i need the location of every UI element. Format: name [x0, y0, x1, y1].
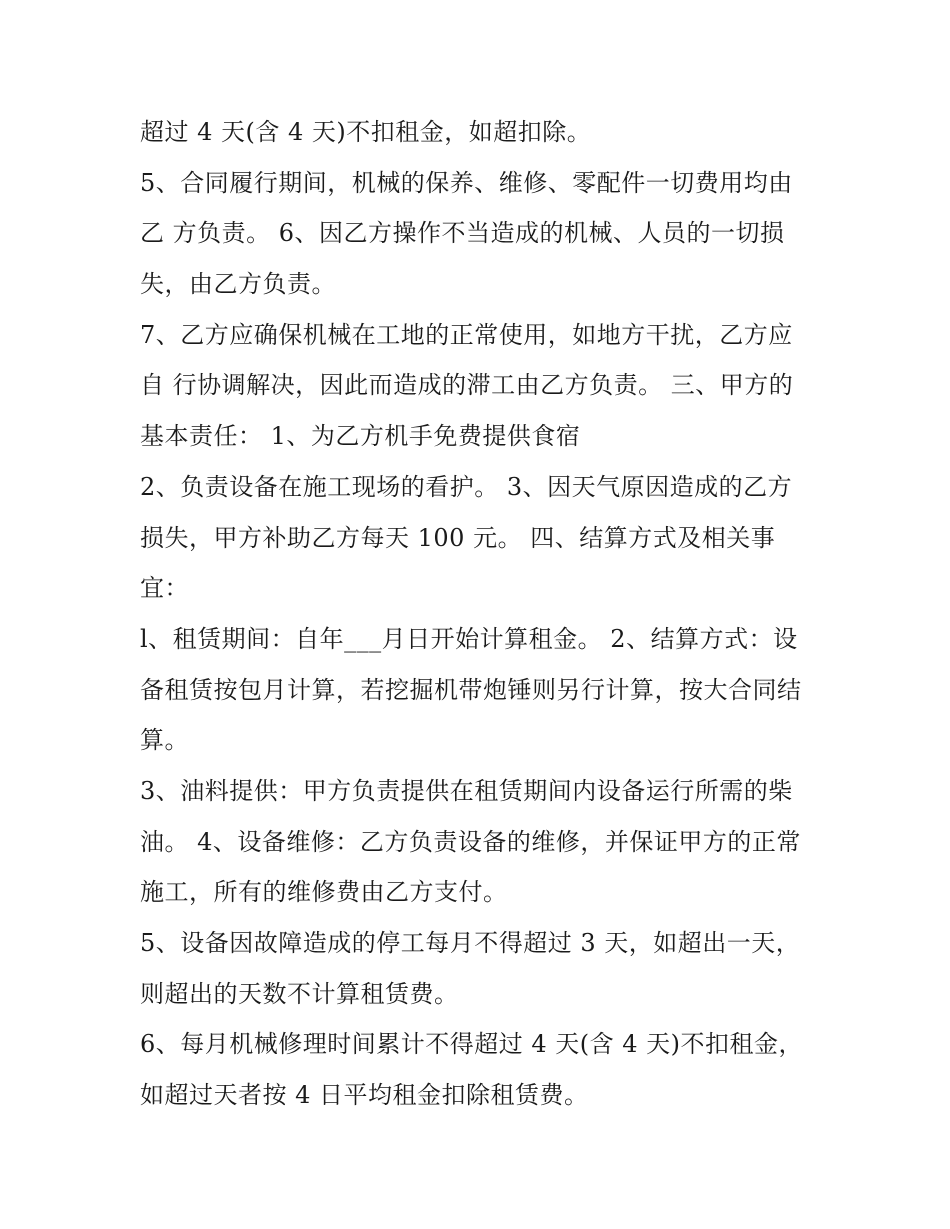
text-line: 如超过天者按 4 日平均租金扣除租赁费。 [140, 1081, 589, 1110]
text-line: 施工，所有的维修费由乙方支付。 [140, 878, 508, 907]
text-line: 自 行协调解决，因此而造成的滞工由乙方负责。 三、甲方的 [140, 371, 794, 400]
document-body [140, 107, 840, 1121]
text-line: 5、设备因故障造成的停工每月不得超过 3 天，如超出一天， [140, 929, 801, 957]
text-line: 失，由乙方负责。 [140, 270, 336, 299]
text-line: 损失，甲方补助乙方每天 100 元。 四、结算方式及相关事 [140, 523, 776, 552]
text-line: 7、乙方应确保机械在工地的正常使用，如地方干扰，乙方应 [140, 320, 793, 349]
text-line: 3、油料提供：甲方负责提供在租赁期间内设备运行所需的柴 [140, 776, 793, 805]
text-line: 基本责任： 1、为乙方机手免费提供食宿 [140, 422, 581, 451]
text-line: 油。 4、设备维修：乙方负责设备的维修，并保证甲方的正常 [140, 827, 801, 856]
text-line: 算。 [140, 726, 189, 755]
text-line: l、租赁期间：自年___月日开始计算租金。 2、结算方式：设 [140, 624, 798, 653]
text-line: 则超出的天数不计算租赁费。 [140, 979, 459, 1008]
text-line: 5、合同履行期间，机械的保养、维修、零配件一切费用均由 [140, 168, 793, 197]
text-line: 备租赁按包月计算，若挖掘机带炮锤则另行计算，按大合同结 [140, 675, 802, 704]
text-line: 2、负责设备在施工现场的看护。 3、因天气原因造成的乙方 [140, 472, 793, 501]
text-line: 超过 4 天(含 4 天)不扣租金，如超扣除。 [140, 118, 592, 146]
text-line: 乙 方负责。 6、因乙方操作不当造成的机械、人员的一切损 [140, 219, 785, 248]
text-line: 宜： [140, 574, 189, 603]
text-line: 6、每月机械修理时间累计不得超过 4 天(含 4 天)不扣租金， [140, 1030, 804, 1059]
